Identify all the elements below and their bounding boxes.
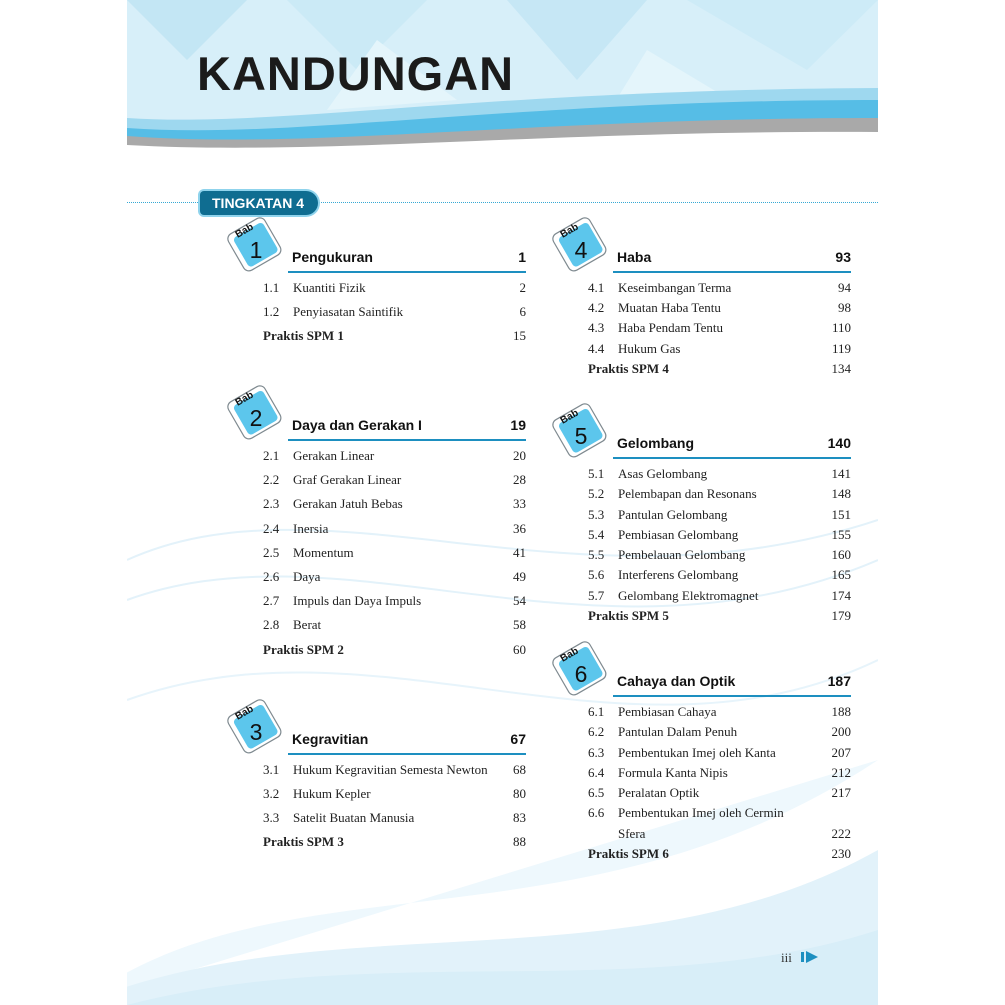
praktis-page: 60 — [513, 641, 526, 657]
list-item — [588, 300, 851, 320]
item-page: 165 — [831, 567, 851, 583]
item-number: 3.3 — [263, 810, 280, 825]
item-label: Momentum — [293, 544, 354, 560]
item-label: Satelit Buatan Manusia — [293, 810, 415, 825]
item-page: 212 — [831, 764, 851, 780]
item-page: 155 — [831, 526, 851, 542]
chapter-5 — [558, 407, 851, 628]
chapter-header — [233, 389, 526, 440]
praktis-label: Praktis SPM 6 — [588, 846, 669, 862]
item-number: 6.5 — [588, 785, 605, 801]
item-label: Pembiasan Cahaya — [618, 704, 717, 719]
item-page: 141 — [831, 466, 851, 481]
item-number: 4.4 — [588, 340, 605, 356]
next-arrow-icon — [801, 950, 819, 964]
item-number: 6.6 — [588, 805, 605, 821]
list-item — [588, 785, 851, 805]
item-page: 80 — [513, 786, 526, 801]
list-item — [263, 545, 526, 569]
item-number: 1.2 — [263, 304, 280, 319]
item-label: Berat — [293, 617, 322, 633]
badge-word: Bab — [558, 221, 581, 241]
list-item — [588, 527, 851, 547]
item-page: 54 — [513, 593, 526, 609]
item-page: 217 — [831, 785, 851, 801]
item-label: Peralatan Optik — [618, 785, 700, 801]
item-label: Pelembapan dan Resonans — [618, 486, 757, 502]
list-item — [263, 280, 526, 304]
item-number: 5.4 — [588, 526, 605, 542]
chapter-page: 140 — [827, 435, 851, 451]
chapter-number: 3 — [249, 719, 263, 745]
item-page: 148 — [831, 486, 851, 502]
chapter-items — [260, 280, 526, 352]
praktis-label: Praktis SPM 1 — [263, 328, 344, 343]
item-label: Formula Kanta Nipis — [618, 764, 728, 780]
badge-word: Bab — [558, 645, 581, 665]
chapter-badge — [223, 382, 283, 442]
chapter-badge — [223, 696, 283, 756]
list-item — [588, 486, 851, 506]
item-label: Pembentukan Imej oleh Cermin — [618, 805, 784, 821]
list-item — [263, 593, 526, 617]
chapter-number: 5 — [574, 423, 588, 449]
item-label: Impuls dan Daya Impuls — [293, 593, 422, 609]
item-number: 6.1 — [588, 704, 605, 719]
item-number: 3.2 — [263, 786, 280, 801]
item-number: 5.5 — [588, 547, 605, 563]
item-label: Pembentukan Imej oleh Kanta — [618, 744, 776, 760]
chapter-6 — [558, 645, 851, 866]
page-number: iii — [781, 950, 792, 965]
list-item — [588, 280, 851, 300]
item-number: 4.1 — [588, 280, 605, 295]
chapter-rule — [613, 271, 851, 273]
praktis-page: 179 — [831, 608, 851, 624]
list-item — [588, 745, 851, 765]
praktis-label: Praktis SPM 4 — [588, 360, 669, 376]
item-number: 6.2 — [588, 724, 605, 740]
item-number: 6.3 — [588, 744, 605, 760]
list-item — [263, 786, 526, 810]
item-label: Pantulan Dalam Penuh — [618, 724, 738, 740]
item-label: Pantulan Gelombang — [618, 506, 728, 522]
item-number: 5.6 — [588, 567, 605, 583]
praktis-label: Praktis SPM 5 — [588, 608, 669, 624]
chapter-title: Pengukuran — [292, 249, 373, 265]
praktis-page: 134 — [831, 360, 851, 376]
item-page: 58 — [513, 617, 526, 633]
chapter-page: 67 — [510, 731, 526, 747]
praktis-page: 88 — [513, 834, 526, 849]
item-label: Asas Gelombang — [618, 466, 708, 481]
praktis-row — [588, 361, 851, 381]
item-page: 49 — [513, 568, 526, 584]
item-label: Pembiasan Gelombang — [618, 526, 739, 542]
item-label: Kuantiti Fizik — [293, 280, 366, 295]
item-page: 6 — [519, 304, 526, 319]
list-item — [263, 496, 526, 520]
item-label: Haba Pendam Tentu — [618, 320, 723, 336]
item-number: 5.2 — [588, 486, 605, 502]
chapter-rule — [613, 457, 851, 459]
chapter-items — [585, 466, 851, 628]
praktis-row — [263, 834, 526, 858]
list-item — [588, 547, 851, 567]
list-item — [588, 826, 851, 846]
chapter-title: Cahaya dan Optik — [617, 673, 736, 689]
list-item — [588, 320, 851, 340]
item-page: 200 — [831, 724, 851, 740]
item-page: 83 — [513, 810, 526, 825]
section-label: TINGKATAN 4 — [200, 191, 318, 215]
chapter-items — [585, 704, 851, 866]
chapter-header — [558, 645, 851, 696]
praktis-row — [588, 846, 851, 866]
list-item — [263, 472, 526, 496]
item-number: 5.7 — [588, 587, 605, 603]
list-item — [263, 762, 526, 786]
item-label: Inersia — [293, 520, 329, 536]
item-number: 2.6 — [263, 568, 280, 584]
item-number: 6.4 — [588, 764, 605, 780]
list-item — [263, 617, 526, 641]
praktis-page: 230 — [831, 846, 851, 862]
item-label: Interferens Gelombang — [618, 567, 739, 583]
chapter-header — [233, 703, 526, 754]
chapter-rule — [288, 271, 526, 273]
item-page: 33 — [513, 496, 526, 512]
item-label: Hukum Gas — [618, 340, 681, 356]
chapter-title: Gelombang — [617, 435, 695, 451]
list-item — [263, 448, 526, 472]
item-label: Gelombang Elektromagnet — [618, 587, 759, 603]
chapter-number: 4 — [574, 237, 588, 263]
chapter-2 — [233, 389, 526, 666]
praktis-row — [588, 608, 851, 628]
item-label: Gerakan Jatuh Bebas — [293, 496, 403, 512]
list-item — [588, 805, 851, 825]
badge-word: Bab — [233, 221, 256, 241]
chapter-header — [558, 221, 851, 272]
list-item — [588, 704, 851, 724]
item-page: 160 — [831, 547, 851, 563]
item-page: 2 — [519, 280, 526, 295]
item-number: 2.8 — [263, 617, 280, 633]
list-item — [588, 765, 851, 785]
item-page: 207 — [831, 744, 851, 760]
item-page: 110 — [831, 320, 851, 336]
chapter-page: 19 — [510, 417, 526, 433]
chapter-title: Kegravitian — [292, 731, 369, 747]
chapter-number: 2 — [249, 405, 263, 431]
item-page: 151 — [831, 506, 851, 522]
list-item — [588, 341, 851, 361]
praktis-label: Praktis SPM 3 — [263, 834, 344, 849]
item-label: Muatan Haba Tentu — [618, 300, 721, 316]
chapter-page: 1 — [518, 249, 526, 265]
praktis-label: Praktis SPM 2 — [263, 641, 344, 657]
item-number: 2.2 — [263, 472, 280, 488]
chapter-items — [585, 280, 851, 381]
chapter-page: 187 — [827, 673, 851, 689]
item-page: 28 — [513, 472, 526, 488]
item-page: 41 — [513, 544, 526, 560]
item-label: Pembelauan Gelombang — [618, 547, 746, 563]
list-item — [588, 588, 851, 608]
item-page: 94 — [838, 280, 851, 295]
page — [127, 0, 878, 1005]
list-item — [588, 567, 851, 587]
chapter-badge — [223, 214, 283, 274]
chapter-header — [233, 221, 526, 272]
badge-word: Bab — [233, 389, 256, 409]
item-label: Daya — [293, 568, 321, 584]
chapter-4 — [558, 221, 851, 381]
list-item — [263, 521, 526, 545]
praktis-row — [263, 328, 526, 352]
chapter-3 — [233, 703, 526, 858]
item-number: 2.5 — [263, 544, 280, 560]
chapter-items — [260, 762, 526, 858]
item-label: Hukum Kepler — [293, 786, 371, 801]
item-label: Hukum Kegravitian Semesta Newton — [293, 762, 488, 777]
chapter-title: Daya dan Gerakan I — [292, 417, 422, 433]
item-label: Graf Gerakan Linear — [293, 472, 402, 488]
item-number: 5.3 — [588, 506, 605, 522]
item-number: 3.1 — [263, 762, 280, 777]
chapter-items — [260, 448, 526, 666]
list-item — [263, 304, 526, 328]
chapter-badge — [548, 638, 608, 698]
item-number: 2.7 — [263, 593, 280, 609]
item-page: 68 — [513, 762, 526, 777]
chapter-header — [558, 407, 851, 458]
item-label: Keseimbangan Terma — [618, 280, 732, 295]
list-item — [588, 466, 851, 486]
chapter-rule — [613, 695, 851, 697]
chapter-rule — [288, 439, 526, 441]
item-number: 1.1 — [263, 280, 280, 295]
chapter-1 — [233, 221, 526, 352]
item-label: Penyiasatan Saintifik — [293, 304, 404, 319]
item-page: 98 — [838, 300, 851, 316]
item-page: 174 — [831, 587, 851, 603]
page-title: KANDUNGAN — [197, 47, 515, 100]
item-number: 2.3 — [263, 496, 280, 512]
item-number: 4.3 — [588, 320, 605, 336]
item-number: 4.2 — [588, 300, 605, 316]
item-number: 5.1 — [588, 466, 605, 481]
chapter-page: 93 — [835, 249, 851, 265]
list-item — [588, 507, 851, 527]
item-page: 119 — [831, 340, 851, 356]
item-number: 2.4 — [263, 520, 280, 536]
item-label: Gerakan Linear — [293, 448, 375, 463]
item-page: 36 — [513, 520, 526, 536]
praktis-row — [263, 642, 526, 666]
item-page: 188 — [831, 704, 851, 719]
chapter-number: 1 — [249, 237, 263, 263]
badge-word: Bab — [558, 407, 581, 427]
list-item — [263, 569, 526, 593]
praktis-page: 15 — [513, 328, 526, 343]
list-item — [263, 810, 526, 834]
item-page: 20 — [513, 448, 526, 463]
item-label: Sfera — [618, 825, 646, 841]
chapter-badge — [548, 400, 608, 460]
chapter-number: 6 — [574, 661, 588, 687]
chapter-badge — [548, 214, 608, 274]
chapter-title: Haba — [617, 249, 652, 265]
list-item — [588, 724, 851, 744]
badge-word: Bab — [233, 703, 256, 723]
item-page: 222 — [831, 825, 851, 841]
item-number: 2.1 — [263, 448, 280, 463]
chapter-rule — [288, 753, 526, 755]
